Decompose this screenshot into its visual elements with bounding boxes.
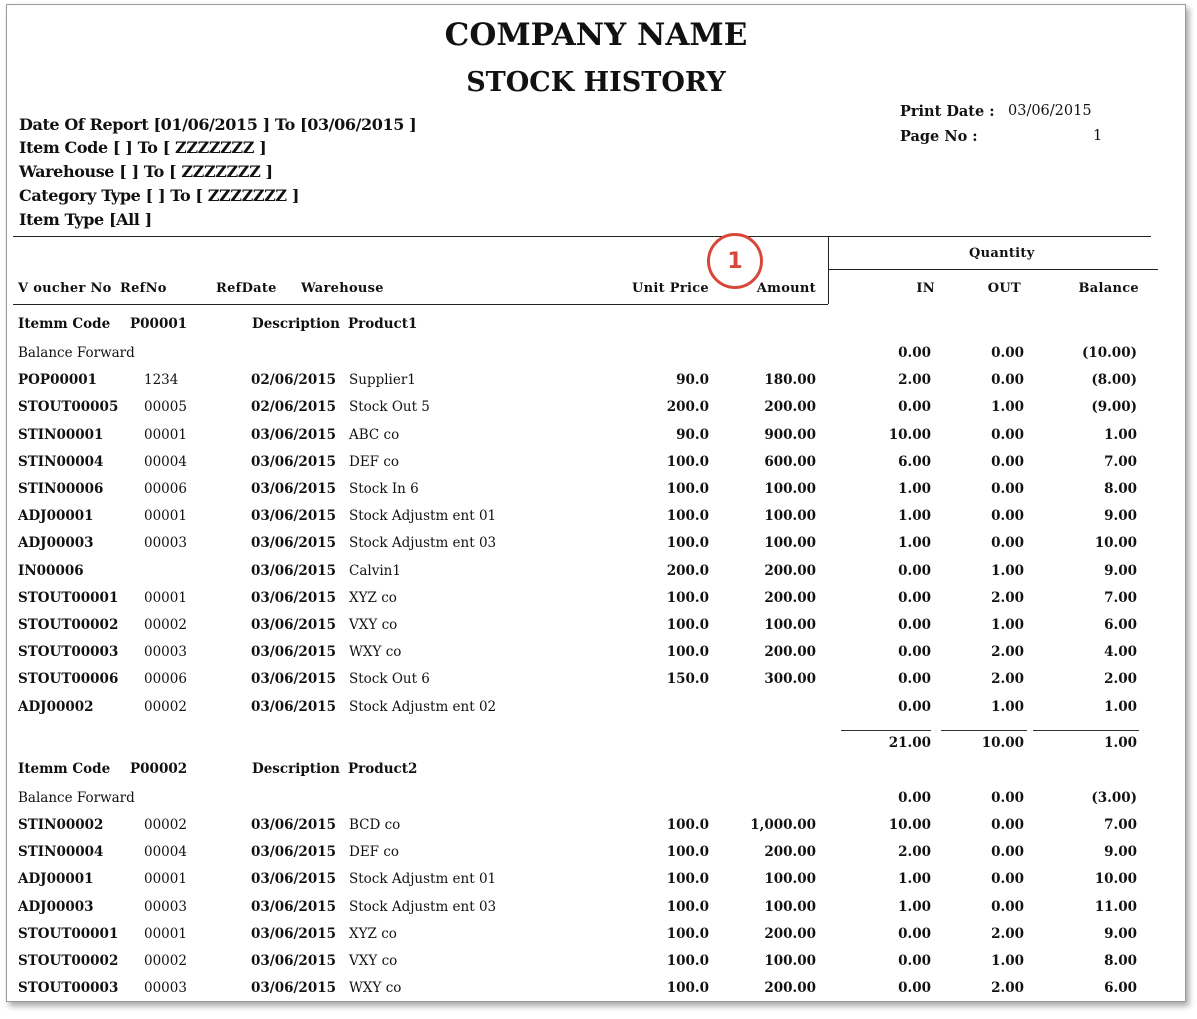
row-warehouse: Stock Adjustm ent 03 [349,898,497,915]
row-ref-no: 00002 [144,698,187,715]
row-qty-balance: 2.00 [1104,671,1137,688]
balance-forward-out: 0.00 [991,345,1024,361]
row-unit-price: 200.0 [666,399,709,416]
row-qty-balance: 4.00 [1104,644,1137,661]
row-qty-balance: 10.00 [1094,535,1137,552]
row-voucher-no: POP00001 [18,372,98,389]
report-title: STOCK HISTORY [466,67,726,98]
row-qty-out: 0.00 [991,817,1024,833]
row-ref-no: 00001 [144,871,187,888]
row-amount: 100.00 [764,617,816,633]
row-ref-date: 03/06/2015 [251,453,337,470]
row-voucher-no: STOUT00003 [18,644,119,661]
row-ref-no: 00003 [144,980,187,997]
row-warehouse: XYZ co [349,925,397,942]
row-qty-balance: 7.00 [1104,589,1137,606]
criteria-item-code: Item Code [ ] To [ ZZZZZZZ ] [19,138,267,157]
row-amount: 900.00 [764,426,816,443]
row-warehouse: VXY co [349,953,398,969]
description-value: Product2 [348,760,418,777]
row-ref-no: 00001 [144,925,187,942]
balance-forward-out: 0.00 [991,789,1024,806]
row-qty-out: 0.00 [991,453,1024,470]
row-warehouse: DEF co [349,453,400,470]
row-qty-balance: 11.00 [1094,898,1137,915]
row-amount: 200.00 [764,980,816,997]
row-ref-date: 03/06/2015 [251,535,337,552]
row-voucher-no: STOUT00003 [18,980,119,997]
row-warehouse: Stock Out 5 [349,399,430,416]
header-divider [828,236,829,304]
row-qty-out: 2.00 [991,925,1024,942]
row-qty-balance: (9.00) [1091,399,1137,416]
row-amount: 100.00 [764,898,816,915]
row-voucher-no: ADJ00003 [18,535,94,552]
row-amount: 200.00 [764,399,816,416]
row-voucher-no: STOUT00005 [18,399,119,416]
row-unit-price: 100.0 [666,925,709,942]
row-voucher-no: STIN00004 [18,453,104,470]
row-unit-price: 100.0 [666,617,709,633]
total-rule-out [941,730,1027,731]
row-qty-in: 1.00 [898,535,931,552]
row-ref-date: 02/06/2015 [251,372,337,389]
row-voucher-no: IN00006 [18,562,84,579]
row-qty-out: 1.00 [991,399,1024,416]
row-ref-date: 03/06/2015 [251,617,337,633]
header-top-rule [13,236,1151,237]
row-amount: 200.00 [764,562,816,579]
row-qty-out: 1.00 [991,698,1024,715]
row-warehouse: Stock Out 6 [349,671,430,688]
item-code-label: Itemm Code [18,316,111,332]
balance-forward-balance: (3.00) [1091,789,1137,806]
row-amount: 100.00 [764,871,816,888]
row-voucher-no: STOUT00002 [18,953,119,969]
total-rule-in [841,730,931,731]
row-qty-out: 0.00 [991,871,1024,888]
total-in: 21.00 [888,734,931,751]
row-qty-balance: 7.00 [1104,453,1137,470]
row-qty-out: 1.00 [991,953,1024,969]
row-unit-price: 90.0 [676,426,709,443]
col-voucher-no: V oucher No [18,281,112,296]
row-ref-no: 00001 [144,508,187,525]
item-code-value: P00001 [130,316,188,332]
row-qty-out: 0.00 [991,535,1024,552]
row-qty-balance: 1.00 [1104,426,1137,443]
row-ref-date: 03/06/2015 [251,508,337,525]
report-page [6,4,1186,1002]
row-ref-no: 00001 [144,426,187,443]
callout-badge: 1 [707,233,763,289]
total-balance: 1.00 [1104,734,1137,751]
col-balance: Balance [1078,281,1139,296]
row-amount: 180.00 [764,372,816,389]
print-date-value: 03/06/2015 [1008,103,1092,119]
row-ref-date: 03/06/2015 [251,871,337,888]
row-amount: 200.00 [764,644,816,661]
row-qty-out: 2.00 [991,671,1024,688]
row-qty-balance: 9.00 [1104,508,1137,525]
row-warehouse: Supplier1 [349,372,416,389]
row-qty-balance: 7.00 [1104,817,1137,833]
row-qty-in: 0.00 [898,698,931,715]
row-ref-date: 03/06/2015 [251,644,337,661]
row-ref-date: 03/06/2015 [251,925,337,942]
row-qty-in: 1.00 [898,898,931,915]
row-unit-price: 100.0 [666,817,709,833]
row-ref-no: 00001 [144,589,187,606]
row-voucher-no: STIN00004 [18,844,104,861]
row-ref-no: 00003 [144,535,187,552]
criteria-date: Date Of Report [01/06/2015 ] To [03/06/2015 ] [19,115,417,134]
row-qty-balance: (8.00) [1091,372,1137,389]
row-warehouse: XYZ co [349,589,397,606]
row-ref-date: 03/06/2015 [251,562,337,579]
total-out: 10.00 [981,734,1024,751]
row-qty-balance: 9.00 [1104,925,1137,942]
row-qty-out: 2.00 [991,980,1024,997]
row-warehouse: Stock Adjustm ent 01 [349,508,497,525]
col-warehouse: Warehouse [301,281,384,296]
row-warehouse: DEF co [349,844,400,861]
row-qty-out: 0.00 [991,898,1024,915]
row-ref-date: 02/06/2015 [251,399,337,416]
row-qty-in: 0.00 [898,562,931,579]
description-value: Product1 [348,316,418,332]
row-qty-in: 2.00 [898,844,931,861]
row-warehouse: WXY co [349,644,402,661]
row-qty-balance: 6.00 [1104,617,1137,633]
row-ref-date: 03/06/2015 [251,671,337,688]
page-no-label: Page No : [900,128,978,145]
row-voucher-no: ADJ00001 [18,508,94,525]
criteria-item-type: Item Type [All ] [19,210,152,229]
row-qty-in: 1.00 [898,508,931,525]
balance-forward-balance: (10.00) [1081,345,1137,361]
row-qty-in: 0.00 [898,644,931,661]
row-voucher-no: STIN00001 [18,426,104,443]
row-unit-price: 100.0 [666,508,709,525]
row-qty-in: 0.00 [898,589,931,606]
balance-forward-label: Balance Forward [18,345,135,361]
row-qty-in: 1.00 [898,481,931,497]
row-ref-no: 00004 [144,844,187,861]
row-ref-date: 03/06/2015 [251,953,337,969]
row-qty-out: 1.00 [991,617,1024,633]
row-qty-in: 2.00 [898,372,931,389]
row-unit-price: 100.0 [666,589,709,606]
row-voucher-no: ADJ00003 [18,898,94,915]
row-qty-in: 0.00 [898,980,931,997]
row-warehouse: Stock Adjustm ent 01 [349,871,497,888]
row-voucher-no: STOUT00001 [18,925,119,942]
row-qty-balance: 10.00 [1094,871,1137,888]
balance-forward-label: Balance Forward [18,789,135,806]
row-unit-price: 200.0 [666,562,709,579]
row-ref-date: 03/06/2015 [251,844,337,861]
row-warehouse: ABC co [349,426,400,443]
quantity-group-rule [828,269,1158,270]
row-amount: 600.00 [764,453,816,470]
item-code-label: Itemm Code [18,760,111,777]
row-qty-out: 2.00 [991,644,1024,661]
row-qty-in: 6.00 [898,453,931,470]
row-voucher-no: ADJ00001 [18,871,94,888]
quantity-group-header: Quantity [969,246,1035,261]
row-unit-price: 100.0 [666,644,709,661]
col-unit-price: Unit Price [631,281,709,296]
page-no-value: 1 [1093,128,1103,144]
row-amount: 200.00 [764,589,816,606]
row-unit-price: 100.0 [666,898,709,915]
row-qty-in: 0.00 [898,671,931,688]
col-in: IN [916,281,935,296]
row-ref-no: 00004 [144,453,187,470]
row-ref-no: 00006 [144,481,187,497]
row-ref-no: 00002 [144,617,187,633]
row-qty-balance: 1.00 [1104,698,1137,715]
row-qty-in: 0.00 [898,399,931,416]
row-qty-in: 1.00 [898,871,931,888]
row-qty-out: 2.00 [991,589,1024,606]
row-warehouse: BCD co [349,817,401,833]
company-name: COMPANY NAME [444,17,748,53]
row-qty-in: 0.00 [898,953,931,969]
row-ref-no: 00002 [144,953,187,969]
row-unit-price: 90.0 [676,372,709,389]
row-unit-price: 100.0 [666,481,709,497]
row-ref-no: 00003 [144,898,187,915]
row-ref-no: 00002 [144,817,187,833]
description-label: Description [252,760,340,777]
row-ref-no: 00003 [144,644,187,661]
row-qty-out: 0.00 [991,844,1024,861]
row-amount: 1,000.00 [750,817,816,833]
row-unit-price: 100.0 [666,535,709,552]
total-rule-balance [1033,730,1139,731]
row-unit-price: 150.0 [666,671,709,688]
row-qty-in: 0.00 [898,617,931,633]
row-amount: 200.00 [764,844,816,861]
row-warehouse: Stock In 6 [349,481,419,497]
row-qty-balance: 9.00 [1104,562,1137,579]
row-warehouse: Calvin1 [349,562,401,579]
row-qty-out: 0.00 [991,481,1024,497]
row-voucher-no: STOUT00002 [18,617,119,633]
row-unit-price: 100.0 [666,953,709,969]
row-qty-in: 10.00 [888,817,931,833]
row-warehouse: Stock Adjustm ent 03 [349,535,497,552]
row-voucher-no: STOUT00006 [18,671,119,688]
row-qty-in: 0.00 [898,925,931,942]
row-qty-balance: 6.00 [1104,980,1137,997]
row-ref-no: 00006 [144,671,187,688]
row-amount: 100.00 [764,535,816,552]
criteria-warehouse: Warehouse [ ] To [ ZZZZZZZ ] [19,162,273,181]
col-out: OUT [987,281,1021,296]
row-ref-no: 1234 [144,372,179,389]
col-ref-date: RefDate [216,281,277,296]
row-warehouse: VXY co [349,617,398,633]
row-voucher-no: ADJ00002 [18,698,94,715]
row-amount: 200.00 [764,925,816,942]
row-warehouse: Stock Adjustm ent 02 [349,698,497,715]
row-ref-date: 03/06/2015 [251,426,337,443]
row-ref-date: 03/06/2015 [251,481,337,497]
criteria-category-type: Category Type [ ] To [ ZZZZZZZ ] [19,186,300,205]
row-qty-balance: 8.00 [1104,481,1137,497]
row-qty-out: 1.00 [991,562,1024,579]
description-label: Description [252,316,340,332]
row-qty-balance: 8.00 [1104,953,1137,969]
row-amount: 100.00 [764,953,816,969]
row-ref-date: 03/06/2015 [251,817,337,833]
row-ref-date: 03/06/2015 [251,980,337,997]
row-warehouse: WXY co [349,980,402,997]
row-qty-out: 0.00 [991,372,1024,389]
row-ref-date: 03/06/2015 [251,698,337,715]
print-date-label: Print Date : [900,103,995,120]
col-amount: Amount [756,281,816,296]
row-amount: 100.00 [764,508,816,525]
row-qty-out: 0.00 [991,426,1024,443]
row-unit-price: 100.0 [666,980,709,997]
row-unit-price: 100.0 [666,871,709,888]
balance-forward-in: 0.00 [898,345,931,361]
row-voucher-no: STIN00002 [18,817,104,833]
row-amount: 300.00 [764,671,816,688]
row-unit-price: 100.0 [666,453,709,470]
item-code-value: P00002 [130,760,188,777]
row-voucher-no: STIN00006 [18,481,104,497]
row-qty-in: 10.00 [888,426,931,443]
row-qty-out: 0.00 [991,508,1024,525]
row-ref-date: 03/06/2015 [251,898,337,915]
row-ref-no: 00005 [144,399,187,416]
row-ref-date: 03/06/2015 [251,589,337,606]
col-ref-no: RefNo [120,281,167,296]
row-qty-balance: 9.00 [1104,844,1137,861]
row-voucher-no: STOUT00001 [18,589,119,606]
row-amount: 100.00 [764,481,816,497]
balance-forward-in: 0.00 [898,789,931,806]
row-unit-price: 100.0 [666,844,709,861]
header-bottom-rule-left [13,304,828,305]
